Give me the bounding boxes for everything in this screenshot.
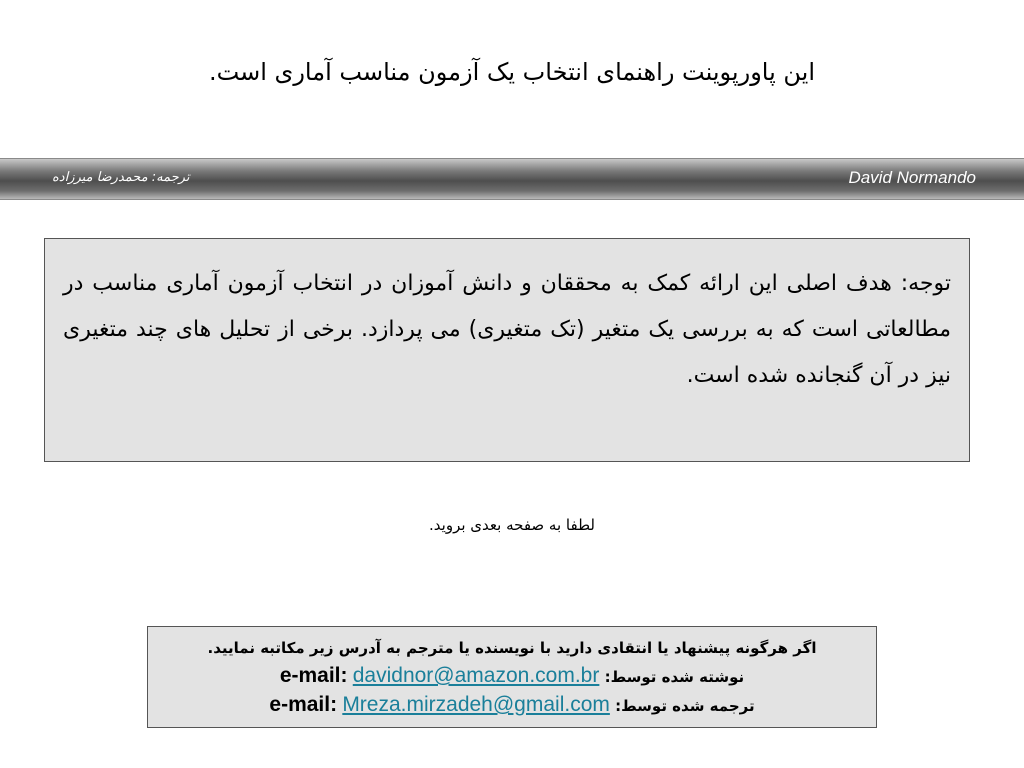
next-page-instruction: لطفا به صفحه بعدی بروید.	[429, 516, 595, 534]
translator-contact-label: ترجمه شده توسط:	[615, 697, 755, 715]
author-email-link[interactable]: davidnor@amazon.com.br	[352, 664, 600, 687]
slide-title: این پاورپوینت راهنمای انتخاب یک آزمون مناسب آماری است.	[208, 58, 816, 86]
translator-credit: ترجمه: محمدرضا میرزاده	[52, 170, 190, 185]
header-banner	[0, 158, 1024, 200]
author-contact-label: نوشته شده توسط:	[604, 668, 745, 686]
note-text: توجه: هدف اصلی این ارائه کمک به محققان و دانش آموزان در انتخاب آزمون آماری مناسب در مطالعاتی است که به بررسی یک متغیر (تک متغیری) می پردازد. برخی از تحلیل های چند متغیری نیز در آن گنجانده شده است.	[63, 271, 951, 388]
translator-email-link[interactable]: Mreza.mirzadeh@gmail.com	[342, 693, 610, 716]
author-contact-line	[148, 662, 876, 691]
author-credit: David Normando	[848, 168, 976, 187]
author-mail-prefix: e-mail:	[279, 664, 348, 687]
translator-mail-prefix: e-mail:	[269, 693, 338, 716]
note-box	[44, 238, 970, 462]
translator-contact-line	[148, 691, 876, 720]
contact-intro: اگر هرگونه پیشنهاد یا انتقادی دارید با نویسنده یا مترجم به آدرس زیر مکاتبه نمایید.	[207, 639, 817, 657]
contact-box	[147, 626, 877, 728]
